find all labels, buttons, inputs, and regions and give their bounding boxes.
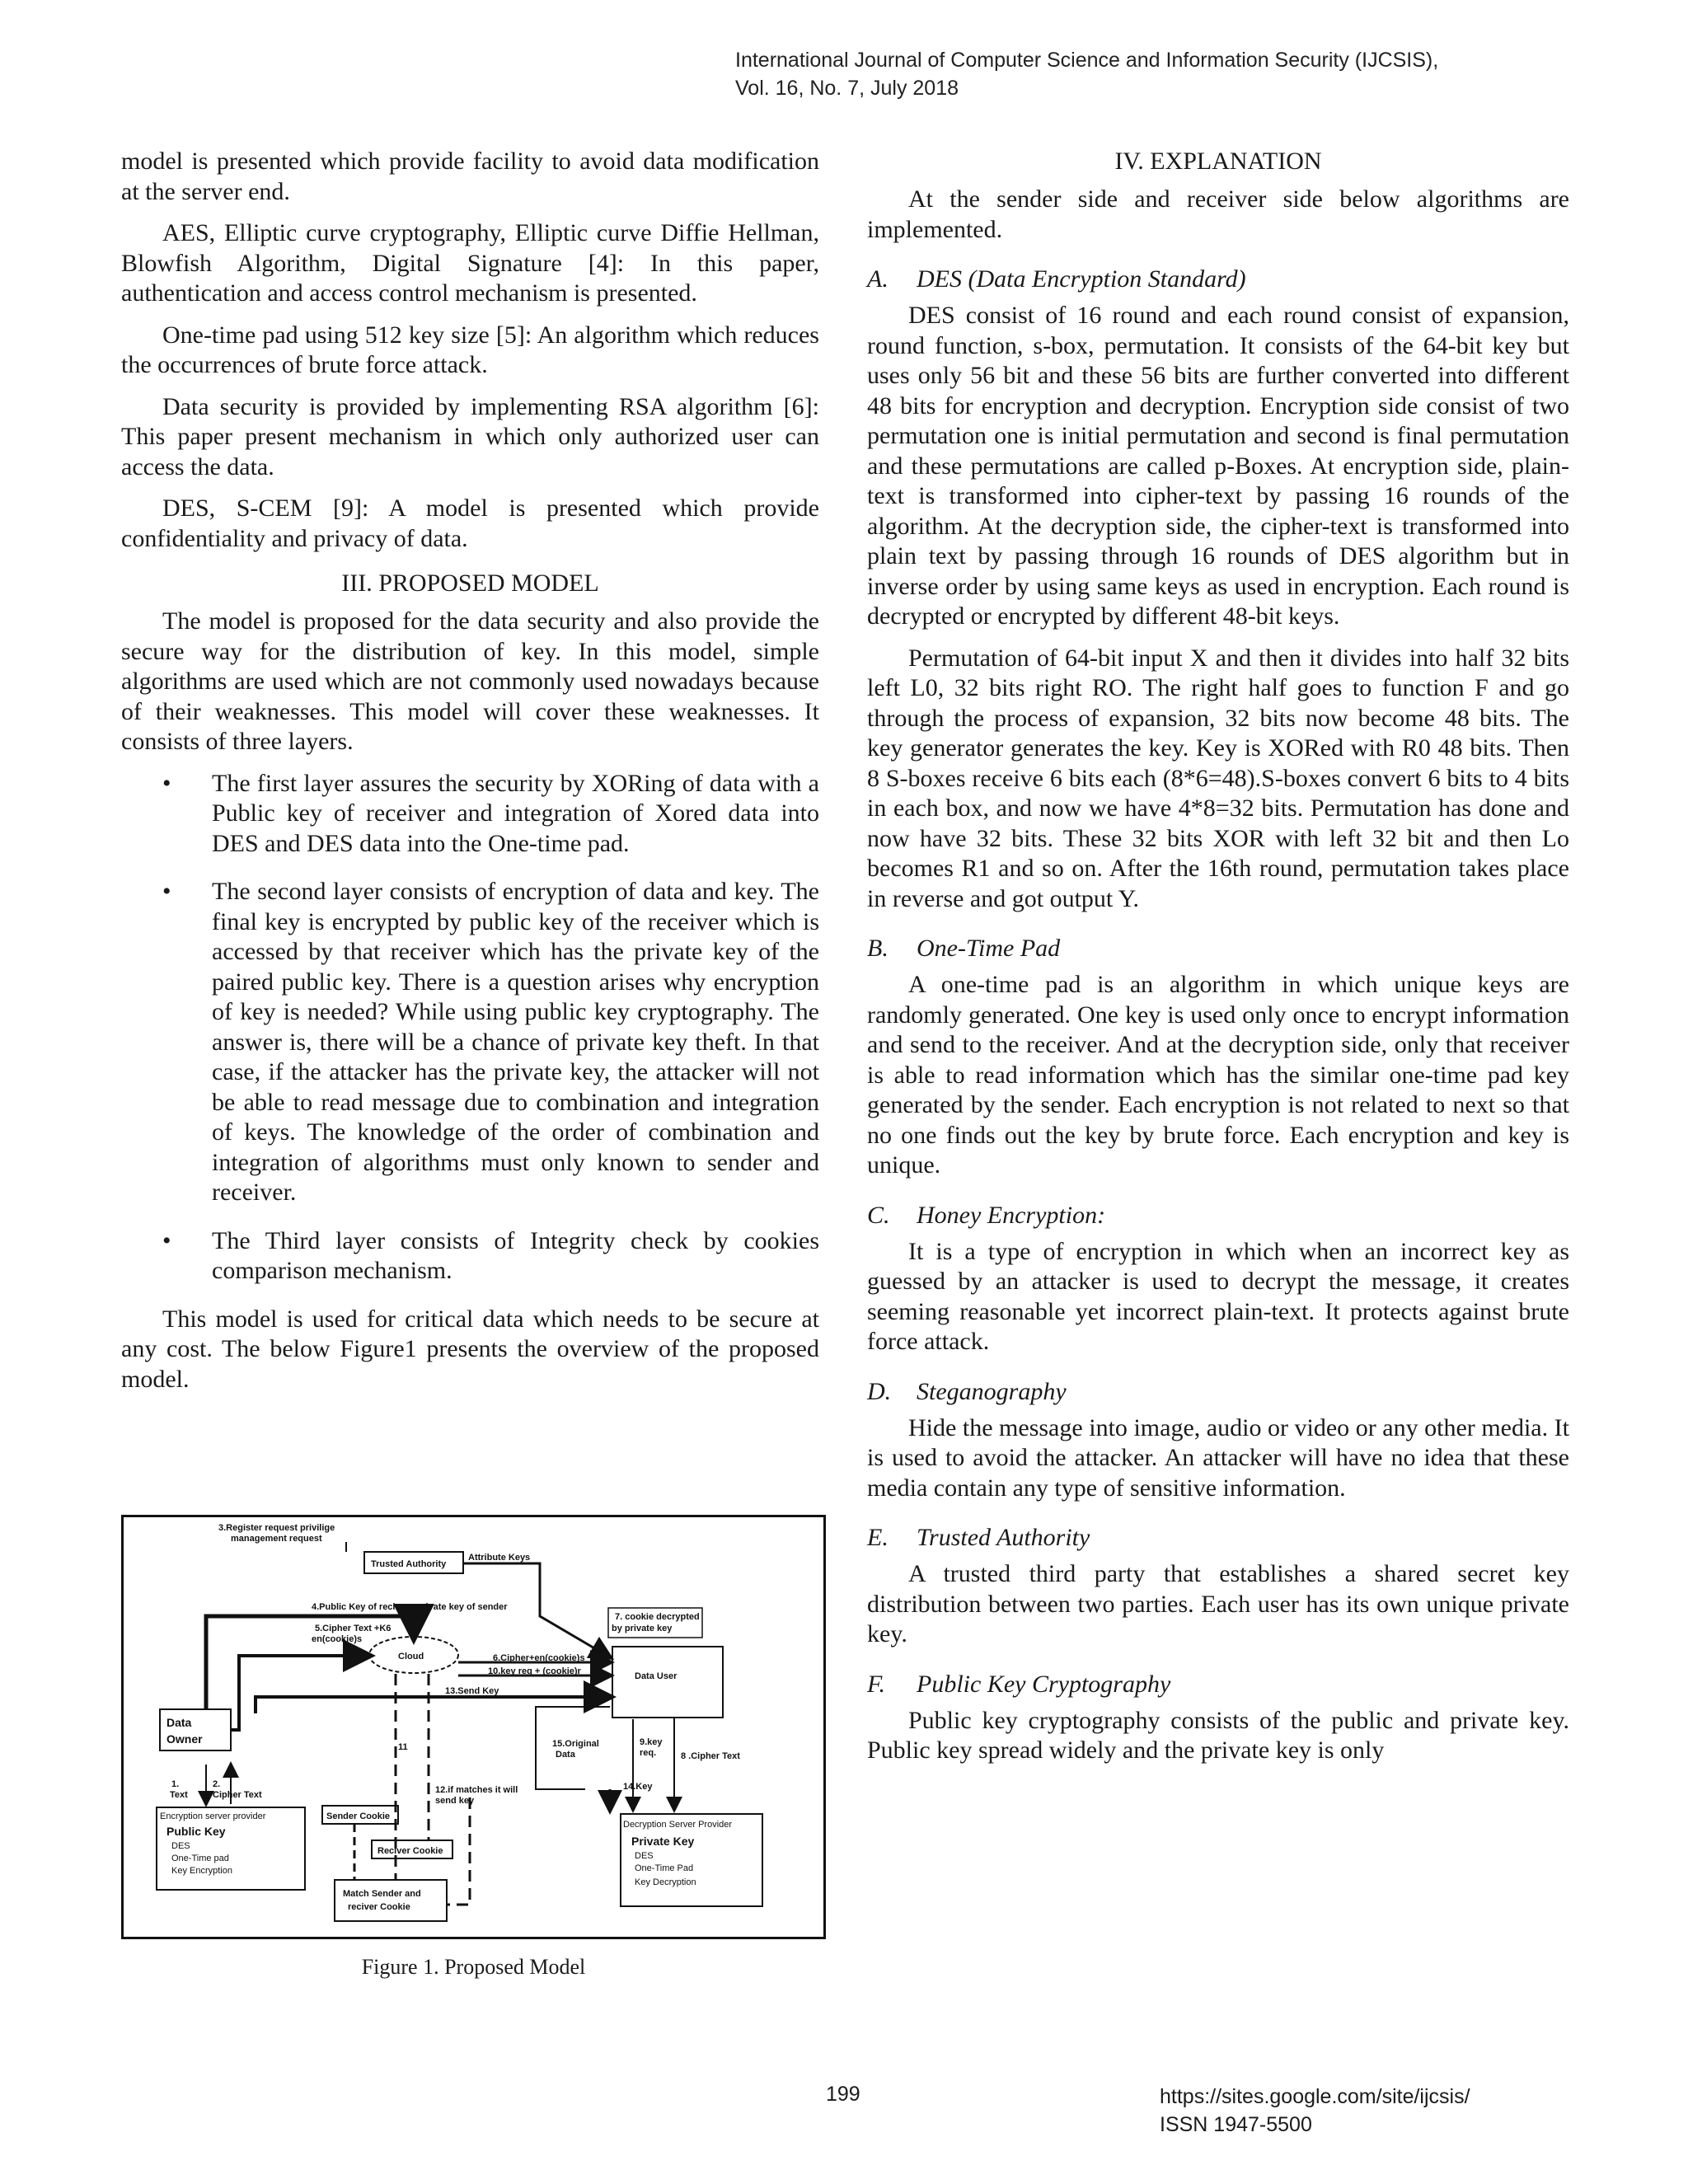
subsection-b-title: One-Time Pad: [917, 935, 1061, 962]
journal-url: https://sites.google.com/site/ijcsis/: [1160, 2085, 1470, 2108]
left-paragraph-7: This model is used for critical data which needs to be secure at any cost. The below Figure1 presents the overview of the proposed model.: [121, 1305, 819, 1393]
one-time-pad-label-2: One-Time Pad: [635, 1863, 694, 1873]
subsection-c-title: Honey Encryption:: [917, 1201, 1106, 1229]
key-request-label: 10.key req + (cookie)r: [488, 1666, 581, 1676]
proposed-model-diagram: [124, 1517, 823, 1937]
sender-cookie-label: Sender Cookie: [326, 1811, 391, 1821]
section-heading-explanation: IV. EXPLANATION: [1114, 148, 1322, 175]
public-key-paragraph: Public key cryptography consists of the public and private key. Public key spread widely and the private key is only: [867, 1706, 1569, 1764]
subsection-a-heading: [867, 265, 1569, 294]
des-label: DES: [171, 1841, 190, 1851]
journal-volume: Vol. 16, No. 7, July 2018: [735, 77, 959, 100]
send-key-label: 13.Send Key: [445, 1686, 499, 1696]
original-data-label: 15.Original: [552, 1739, 599, 1749]
key-encryption-label: Key Encryption: [171, 1866, 232, 1876]
subsection-b-heading: [867, 934, 1569, 963]
text-step-1-label-2: Text: [170, 1790, 188, 1800]
bullet-text-3: The Third layer consists of Integrity check by cookies comparison mechanism.: [212, 1226, 819, 1284]
left-paragraph-1: model is presented which provide facility to avoid data modification at the server end.: [121, 148, 819, 205]
cipher-en-cookie-label: 6.Cipher+en(cookie)s: [493, 1653, 585, 1663]
left-column: [121, 147, 819, 1406]
bullet-text-1: The first layer assures the security by XORing of data with a Public key of receiver and integration of Xored data into DES and DES data into the One-time pad.: [212, 769, 819, 857]
steganography-paragraph: Hide the message into image, audio or video or any other media. It is used to avoid the attacker. An attacker will have no idea that these media contain any type of sensitive information.: [867, 1413, 1569, 1502]
cipher-text-label: 5.Cipher Text +K6: [315, 1624, 392, 1633]
subsection-e-title: Trusted Authority: [917, 1524, 1090, 1551]
left-paragraph-6: The model is proposed for the data security and also provide the secure way for the distribution of key. In this model, simple algorithms are used which are not commonly used nowadays because of their weaknesses. This model will cover these weaknesses. It consists of three layers.: [121, 607, 819, 755]
match-cookie-label-2: reciver Cookie: [348, 1902, 410, 1912]
subsection-e-letter: E.: [867, 1524, 889, 1551]
encryption-provider-label: Encryption server provider: [160, 1811, 266, 1821]
des-paragraph-2: Permutation of 64-bit input X and then it divides into half 32 bits left L0, 32 bits right RO. The right half goes to function F and go through the process of expansion, 32 bits now become 48 bits. The key generator generates the key. Key is XORed with R0 48 bits. Then 8 S-boxes receive 6 bits each (8*6=48).S-boxes convert 6 bits to 4 bits in each box, and now we have 4*8=32 bits. Permutation has done and now have 32 bits. These 32 bits XOR with left 32 bit and then Lo becomes R1 and so on. After the 16th round, permutation takes place in reverse and got output Y.: [867, 644, 1569, 912]
subsection-c-heading: [867, 1201, 1569, 1230]
data-user-label: Data User: [635, 1671, 678, 1681]
one-time-pad-label: One-Time pad: [171, 1854, 229, 1863]
des-paragraph-1: DES consist of 16 round and each round consist of expansion, round function, s-box, permutation. It consists of the 64-bit key but uses only 56 bit and these 56 bits are further converted into different 48 bits for encryption and decryption. Encryption side consist of two permutation one is initial permutation and second is final permutation and these permutations are called p-Boxes. At encryption side, plain-text is transformed into cipher-text by passing 16 rounds of the algorithm. At the decryption side, the cipher-text is transformed into plain text by passing through 16 rounds of DES algorithm but in inverse order by using same keys as used in encryption. Each round is decrypted or encrypted by different 48-bit keys.: [867, 302, 1569, 630]
honey-encryption-paragraph: It is a type of encryption in which when an incorrect key as guessed by an attacker is used to decrypt the message, it creates seeming reasonable yet incorrect plain-text. It protects against brute force attack.: [867, 1237, 1569, 1355]
bullet-item-3: [121, 1226, 819, 1286]
subsection-f-letter: F.: [867, 1670, 885, 1698]
data-owner-label: Data: [166, 1716, 192, 1729]
journal-title: International Journal of Computer Science and Information Security (IJCSIS),: [735, 49, 1439, 72]
key-request-9-label: 9.key: [640, 1737, 663, 1747]
one-time-pad-paragraph: A one-time pad is an algorithm in which unique keys are randomly generated. One key is used only once to encrypt information and send to the receiver. And at the decryption side, only that receiver is able to read information which has the similar one-time pad key generated by the sender. Each encryption is not related to next so that no one finds out the key by brute force. Each encryption and key is unique.: [867, 971, 1569, 1179]
key-step-14-label: 14.Key: [623, 1782, 653, 1792]
bullet-item-2: [121, 877, 819, 1208]
figure-caption: Figure 1. Proposed Model: [361, 1955, 586, 1979]
decryption-provider-label: Decryption Server Provider: [623, 1820, 733, 1830]
step-11-label: 11: [398, 1742, 408, 1752]
cipher-text-label-2: en(cookie)s: [312, 1634, 363, 1644]
cipher-text-8-label: 8 .Cipher Text: [681, 1751, 740, 1761]
bullet-icon: •: [162, 769, 171, 797]
journal-header: [735, 46, 1559, 102]
public-key-label: Public Key: [166, 1825, 226, 1838]
trusted-authority-label: Trusted Authority: [371, 1559, 447, 1569]
bullet-icon: •: [162, 1226, 171, 1254]
bullet-item-1: [121, 769, 819, 860]
match-cookie-label: Match Sender and: [343, 1889, 421, 1899]
reciver-cookie-label: Reciver Cookie: [377, 1846, 443, 1856]
data-user-box: [612, 1647, 723, 1718]
subsection-d-title: Steganography: [917, 1377, 1067, 1405]
if-matches-label: 12.if matches it will: [435, 1785, 518, 1795]
left-paragraph-2: AES, Elliptic curve cryptography, Elliptic curve Diffie Hellman, Blowfish Algorithm, Digital Signature [4]: In this paper, authentication and access control mechanism is presented.: [121, 219, 819, 307]
right-paragraph-1: At the sender side and receiver side below algorithms are implemented.: [867, 185, 1569, 243]
left-paragraph-5: DES, S-CEM [9]: A model is presented which provide confidentiality and privacy of data.: [121, 494, 819, 552]
subsection-c-letter: C.: [867, 1201, 890, 1229]
page-number: 199: [826, 2083, 860, 2106]
trusted-authority-paragraph: A trusted third party that establishes a shared secret key distribution between two parties. Each user has its own unique private key.: [867, 1560, 1569, 1647]
key-decryption-label: Key Decryption: [635, 1877, 696, 1887]
proposed-model-figure: [121, 1515, 826, 1939]
subsection-a-title: DES (Data Encryption Standard): [917, 265, 1246, 293]
des-label-2: DES: [635, 1851, 654, 1861]
bullet-text-2: The second layer consists of encryption of data and key. The final key is encrypted by public key of the receiver which is accessed by that receiver which has the private key of the paired public key. There is a question arises why encryption of key is needed? While using public key cryptography. The answer is, there will be a chance of private key theft. In that case, if the attacker has the private key, the attacker will not be able to read message due to combination and integration of keys. The knowledge of the order of combination and integration of algorithms must only known to sender and receiver.: [212, 878, 819, 1206]
cookie-decrypted-label-2: by private key: [612, 1624, 673, 1633]
attribute-keys-label: Attribute Keys: [468, 1553, 531, 1563]
key-request-9-label-2: req.: [640, 1748, 657, 1758]
section-heading-proposed-model: III. PROPOSED MODEL: [341, 569, 599, 597]
original-data-label-2: Data: [556, 1750, 575, 1760]
issn-label: ISSN 1947-5500: [1160, 2113, 1312, 2136]
left-paragraph-4: Data security is provided by implementing RSA algorithm [6]: This paper present mechanism in which only authorized user can access the data.: [121, 392, 819, 480]
public-key-message-label: 4.Public Key of reciver +private key of sender: [312, 1602, 508, 1612]
subsection-d-heading: [867, 1377, 1569, 1407]
subsection-a-letter: A.: [867, 265, 889, 293]
cipher-step-2-label: 2.: [213, 1779, 221, 1789]
cipher-step-2-label-2: Cipher Text: [213, 1790, 262, 1800]
subsection-f-title: Public Key Cryptography: [917, 1670, 1171, 1698]
private-key-label: Private Key: [631, 1835, 695, 1848]
if-matches-label-2: send key: [435, 1796, 475, 1806]
layer-bullet-list: [121, 769, 819, 1286]
right-column: [867, 147, 1569, 1778]
subsection-e-heading: [867, 1523, 1569, 1553]
match-cookie-box: [335, 1880, 447, 1921]
text-step-1-label: 1.: [171, 1779, 180, 1789]
bullet-icon: •: [162, 878, 171, 905]
subsection-d-letter: D.: [867, 1377, 892, 1405]
data-owner-label-2: Owner: [166, 1732, 203, 1746]
left-paragraph-3: One-time pad using 512 key size [5]: An algorithm which reduces the occurrences of brute force attack.: [121, 321, 819, 378]
subsection-b-letter: B.: [867, 935, 889, 962]
register-request-label: 3.Register request privilige: [218, 1523, 335, 1533]
footer-info: [1160, 2083, 1470, 2139]
register-request-label-2: management request: [231, 1534, 322, 1544]
cloud-label: Cloud: [398, 1652, 424, 1661]
subsection-f-heading: [867, 1670, 1569, 1699]
cookie-decrypted-label: 7. cookie decrypted: [615, 1612, 700, 1622]
